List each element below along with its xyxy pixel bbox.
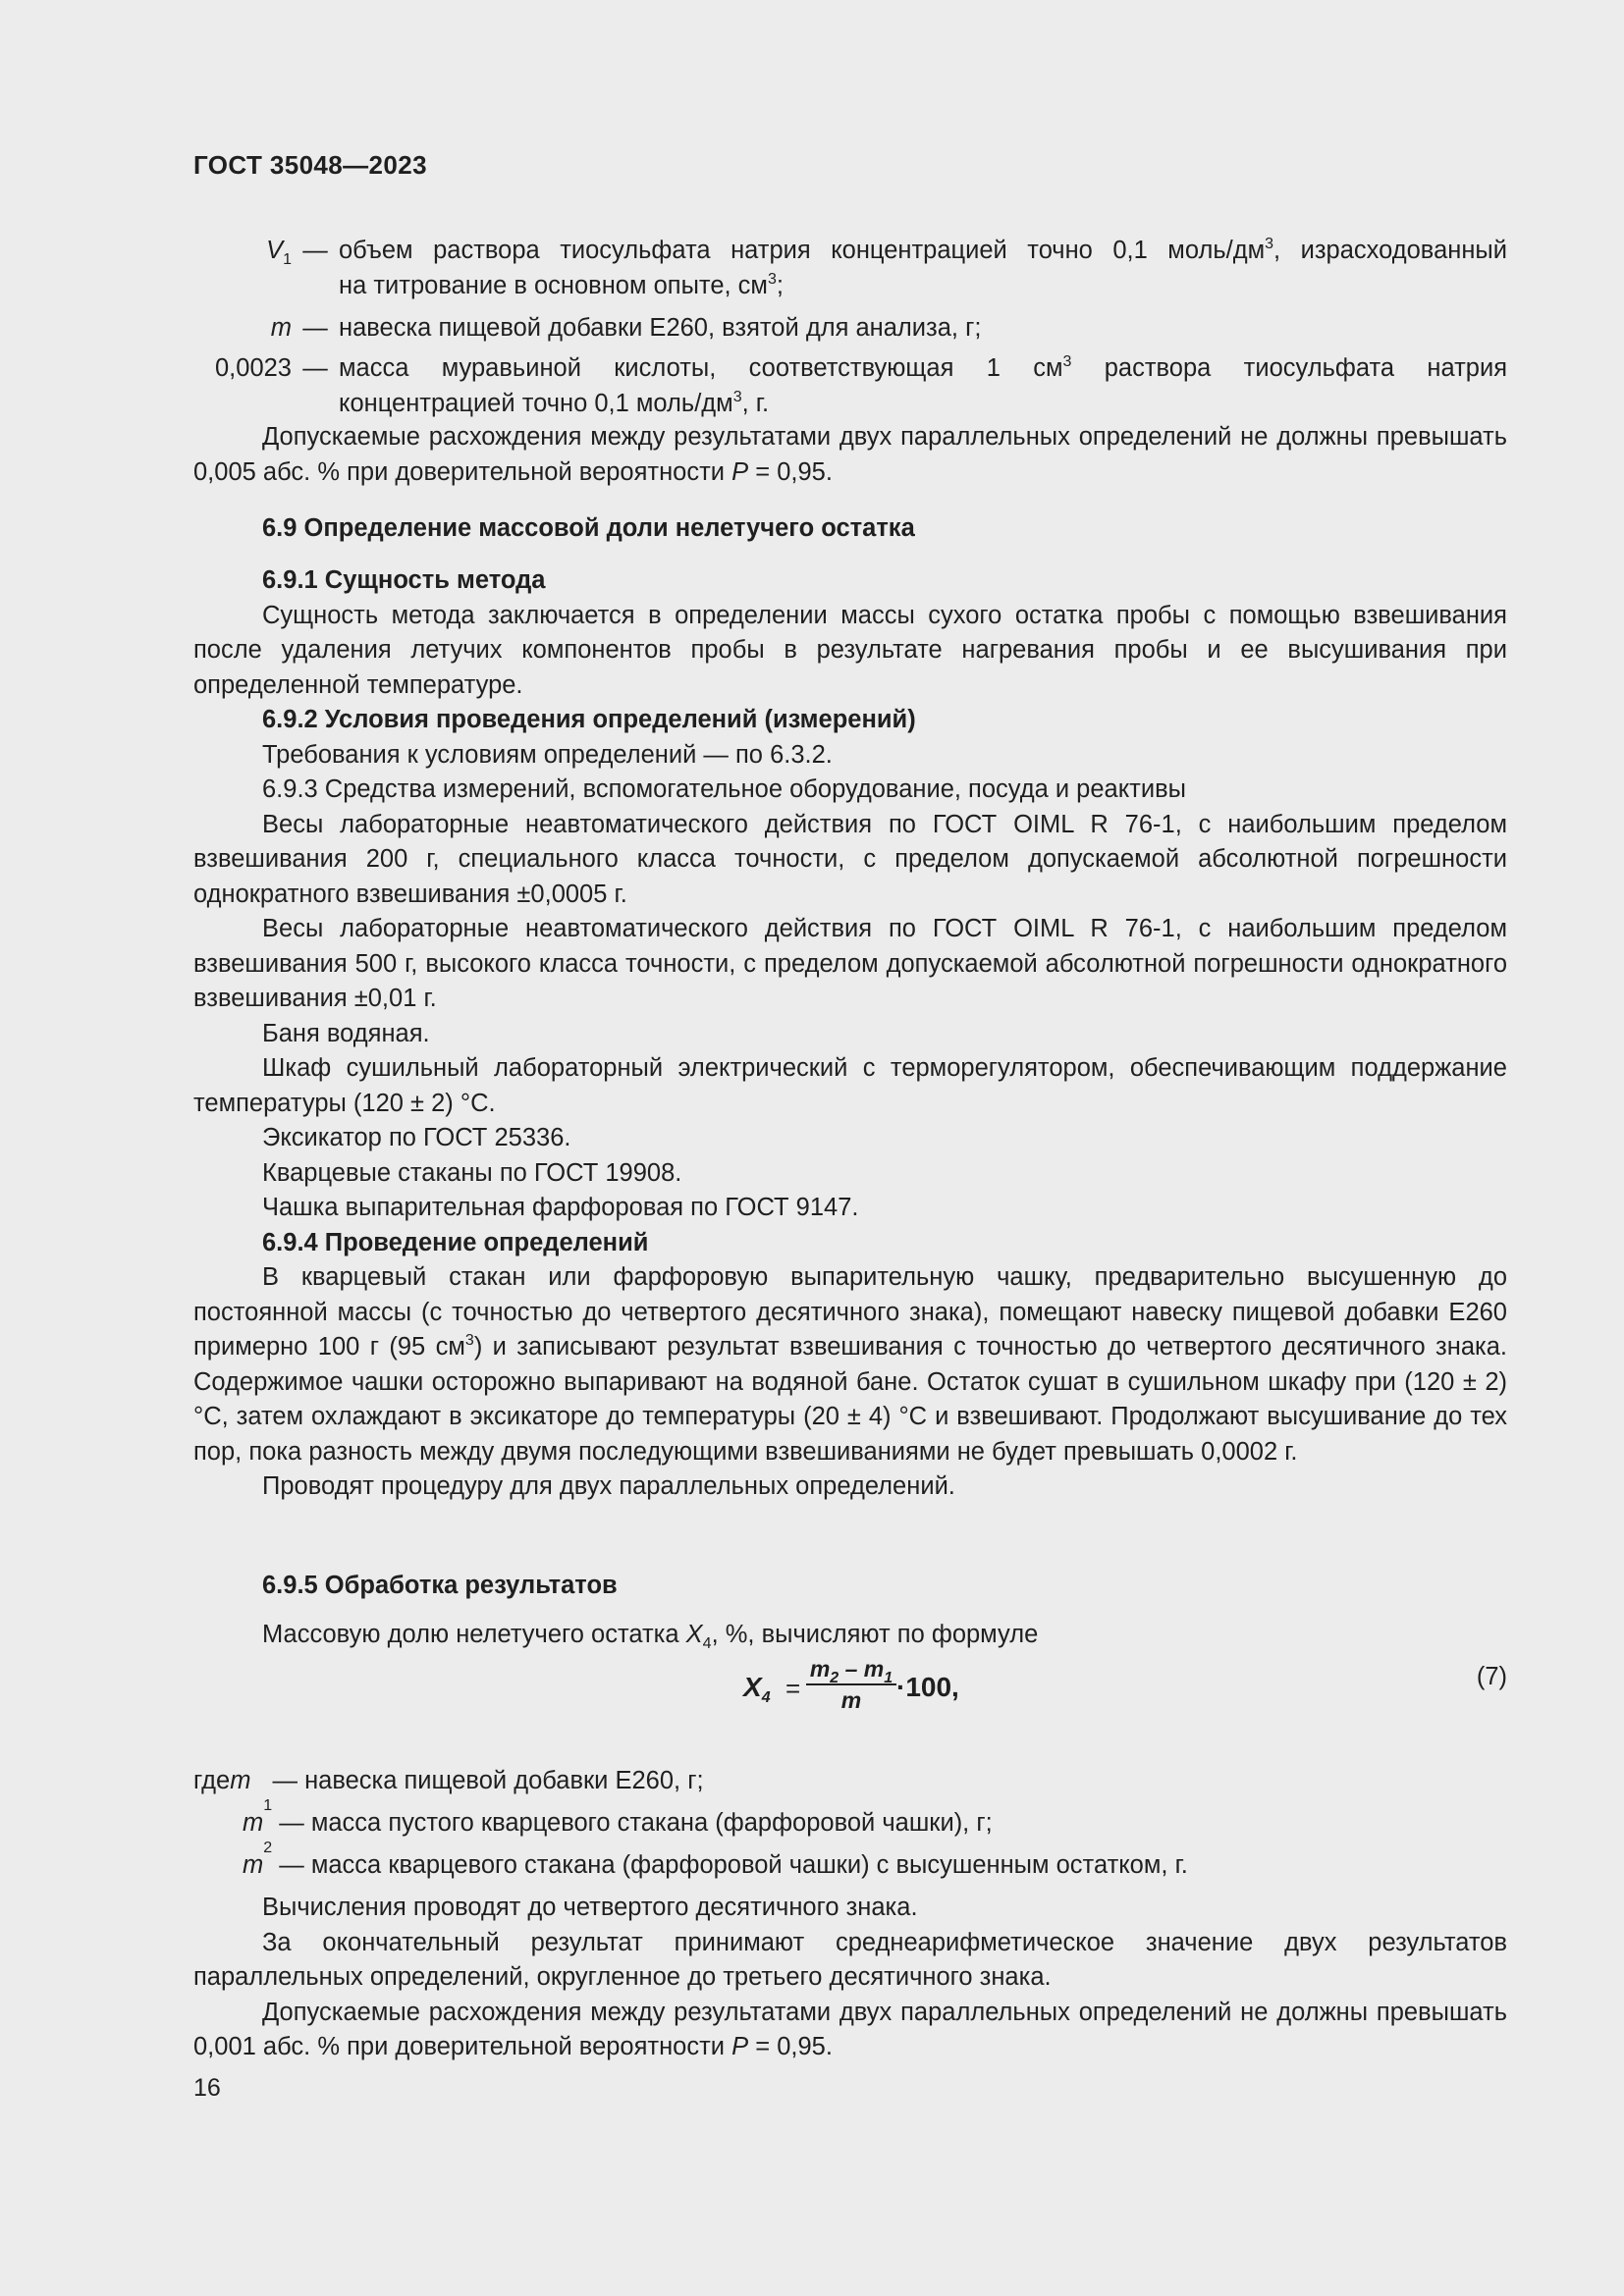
where-item: m 2 — масса кварцевого стакана (фарфоровой чашки) с высушенным остатком, г. (243, 1840, 1188, 1879)
document-header: ГОСТ 35048—2023 (193, 150, 427, 180)
formula-7 (193, 1656, 1507, 1731)
definition-text: масса муравьиной кислоты, соответствующая 1 $см^3$ раствора тиосульфата натрия концентрацией точно 0,1 моль/$дм^3$, г. (339, 353, 1507, 417)
formula-intro: Массовую долю нелетучего остатка $X_4$, %, вычисляют по формуле (262, 1621, 1039, 1652)
dish-paragraph: Чашка выпарительная фарфоровая по ГОСТ 9147. (262, 1194, 859, 1221)
definition-dash: — (302, 237, 328, 264)
scales-paragraph-1: Весы лабораторные неавтоматического действия по ГОСТ OIML R 76-1, с наибольшим пределом взвешивания 200 г, специального класса точности, с пределом допускаемой абсолютной погрешности однократного взвешивания ±0,0005 г. (193, 810, 1507, 908)
document-page (193, 0, 1507, 2296)
formula-equals: = (785, 1674, 801, 1703)
beakers-paragraph: Кварцевые стаканы по ГОСТ 19908. (262, 1158, 682, 1187)
where-item: m 1 — масса пустого кварцевого стакана (фарфоровой чашки), г; (243, 1797, 993, 1837)
page-number: 16 (193, 2074, 221, 2102)
bath-paragraph: Баня водяная. (262, 1019, 430, 1047)
oven-paragraph: Шкаф сушильный лабораторный электрический с терморегулятором, обеспечивающим поддержание температуры (120 ± 2) °С. (193, 1054, 1507, 1117)
definition-dash: — (302, 354, 328, 382)
definition-symbol: $V_1$ (266, 237, 292, 268)
subsection-heading: 6.9.4 Проведение определений (262, 1228, 649, 1256)
desiccator-paragraph: Эксикатор по ГОСТ 25336. (262, 1124, 571, 1151)
formula-denominator: m (840, 1687, 862, 1713)
subsection-heading: 6.9.3 Средства измерений, вспомогательное оборудование, посуда и реактивы (262, 775, 1186, 803)
conditions-paragraph: Требования к условиям определений — по 6.3.2. (262, 740, 833, 769)
subsection-heading: 6.9.5 Обработка результатов (262, 1572, 618, 1599)
where-item: где m — навеска пищевой добавки Е260, г; (193, 1767, 704, 1794)
formula-fraction (806, 1654, 896, 1715)
definition-symbol: 0,0023 (215, 354, 292, 382)
formula-multiplier: ·100, (896, 1672, 959, 1702)
definition-dash: — (302, 314, 328, 342)
section-heading-6-9: 6.9 Определение массовой доли нелетучего остатка (262, 514, 915, 542)
definition-m (193, 311, 1507, 347)
subsection-heading: 6.9.2 Условия проведения определений (измерений) (262, 706, 916, 733)
formula-numerator: $m_2 - m_1$ (806, 1654, 896, 1685)
essence-paragraph: Сущность метода заключается в определении массы сухого остатка пробы с помощью взвешивания после удаления летучих компонентов пробы в результате нагревания пробы и ее высушивания при определенной температуре. (193, 601, 1507, 699)
definition-coefficient (193, 351, 1507, 421)
section-6-9-1 (193, 563, 1507, 1505)
section-6-9-5 (193, 1569, 1507, 1604)
results-block (193, 1891, 1507, 2065)
tolerance-paragraph: Допускаемые расхождения между результатами двух параллельных определений не должны превышать 0,005 абс. % при доверительной вероятности P = 0,95. (193, 423, 1507, 486)
scales-paragraph-2: Весы лабораторные неавтоматического действия по ГОСТ OIML R 76-1, с наибольшим пределом взвешивания 500 г, высокого класса точности, с пределом допускаемой абсолютной погрешности однократного взвешивания ±0,01 г. (193, 915, 1507, 1012)
calc-paragraph: Вычисления проводят до четвертого десятичного знака. (262, 1894, 918, 1921)
repeat-paragraph: Проводят процедуру для двух параллельных определений. (262, 1472, 955, 1500)
formula-lhs: $X_4$ (743, 1672, 771, 1706)
subsection-heading: 6.9.1 Сущность метода (262, 566, 546, 594)
definition-v1 (193, 234, 1507, 303)
definition-text: навеска пищевой добавки Е260, взятой для анализа, г; (339, 314, 982, 342)
final-paragraph: За окончательный результат принимают среднеарифметическое значение двух результатов параллельных определений, округленное до третьего десятичного знака. (193, 1928, 1507, 1991)
procedure-paragraph: В кварцевый стакан или фарфоровую выпарительную чашку, предварительно высушенную до постоянной массы (с точностью до четвертого десятичного знака), помещают навеску пищевой добавки Е260 примерно 100 г (95 $см^3$) и записывают результат взвешивания с точностью до четвертого десятичного знака. Содержимое чашки осторожно выпаривают на водяной бане. Остаток сушат в сушильном шкафу при (120 ± 2) °С, затем охлаждают в эксикаторе до температуры (20 ± 4) °С и взвешивают. Продолжают высушивание до тех пор, пока разность между двумя последующими взвешиваниями не будет превышать 0,0002 г. (193, 1263, 1507, 1466)
formula-number: (7) (1476, 1663, 1507, 1690)
definition-text: объем раствора тиосульфата натрия концентрацией точно 0,1 моль/$дм^3$, израсходованный на титрование в основном опыте, $см^3$; (339, 236, 1507, 299)
definition-symbol: m (270, 314, 292, 342)
tolerance-paragraph-2: Допускаемые расхождения между результатами двух параллельных определений не должны превышать 0,001 абс. % при доверительной вероятности P = 0,95. (193, 1998, 1507, 2060)
